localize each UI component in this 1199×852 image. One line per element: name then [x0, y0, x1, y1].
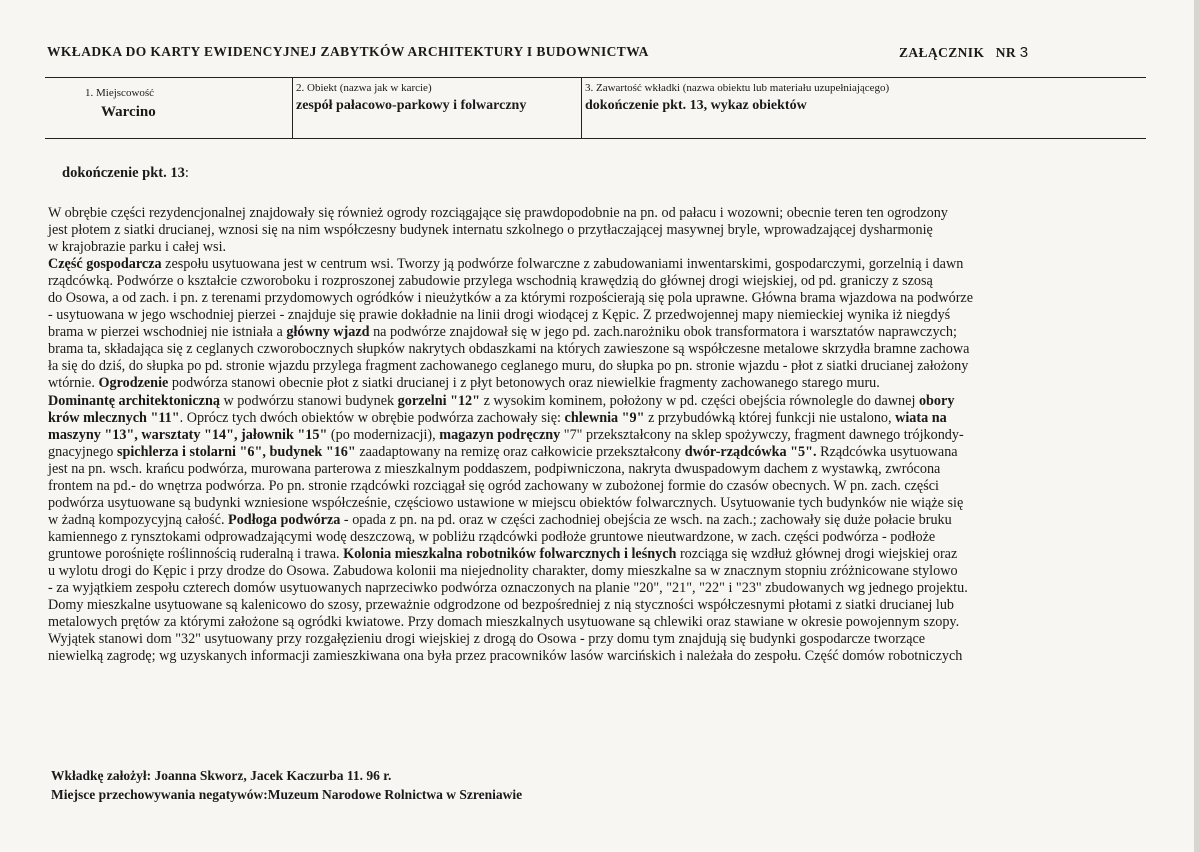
text-line	[48, 222, 1140, 239]
text-line	[48, 546, 1140, 563]
text-segment: z wysokim kominem, położony w pd. części obejścia równolegle do dawnej	[480, 392, 919, 409]
text-segment: zespołu usytuowana jest w centrum wsi. Tworzy ją podwórze folwarczne z zabudowaniami inwentarskimi, gospodarczymi, gorzelnią i dawn	[161, 256, 964, 273]
text-line	[48, 393, 1140, 410]
bold-text-segment: Dominantę architektoniczną	[48, 392, 220, 409]
section-heading	[62, 165, 189, 182]
text-segment: w podwórzu stanowi budynek	[219, 392, 398, 409]
body-text	[48, 205, 1140, 665]
text-line	[48, 444, 1140, 461]
form-column-divider	[581, 78, 582, 138]
text-segment: jest na pn. wsch. krańcu podwórza, murowana parterowa z mieszkalnym poddaszem, podpiwniczona, nakryta dwuspadowym dachem z wystawką, zwrócona	[48, 460, 941, 477]
bold-text-segment: dwór-rządcówka "5".	[684, 443, 817, 460]
text-line	[48, 375, 1140, 392]
text-line	[48, 563, 1140, 580]
bold-text-segment: Podłoga podwórza	[228, 511, 341, 528]
text-segment: - usytuowana w jego wschodniej pierzei - znajduje się prawie dokładnie na linii drogi wiodącej z Kępic. Z przedwojennej mapy niemieckiej wynika iż niegdyś	[48, 307, 951, 324]
text-line	[48, 410, 1140, 427]
bold-text-segment: gorzelni "12"	[397, 392, 481, 409]
text-line	[48, 290, 1140, 307]
text-line	[48, 648, 1140, 665]
text-segment: Wyjątek stanowi dom "32" usytuowany przy rozgałęzieniu drogi wiejskiej z drogą do Osowa - przy domu tym znajdują się budynki gospodarcze tworzące	[48, 631, 926, 648]
text-segment: brama ta, składająca się z ceglanych czworobocznych słupków nakrytych obdaszkami na których zawieszone są współczesne metalowe skrzydła bramne zachowa	[48, 341, 970, 358]
bold-text-segment: obory	[918, 392, 955, 409]
section-heading-text: dokończenie pkt. 13	[62, 165, 185, 181]
text-segment: w żadną kompozycyjną całość.	[48, 511, 229, 528]
text-line	[48, 512, 1140, 529]
section-heading-colon: :	[184, 165, 189, 181]
text-segment: gnacyjnego	[48, 443, 117, 460]
text-segment: Rządcówka usytuowana	[816, 443, 958, 460]
annex-number: 3	[1019, 44, 1029, 61]
form-column-divider	[292, 78, 293, 138]
text-segment: (po modernizacji),	[327, 426, 440, 443]
bold-text-segment: maszyny "13", warsztaty "14", jałownik "15"	[48, 426, 328, 443]
bold-text-segment: chlewnia "9"	[564, 409, 645, 426]
scan-edge	[1194, 0, 1199, 852]
bold-text-segment: wiata na	[895, 409, 947, 426]
form-bottom-rule	[45, 138, 1146, 139]
annex-label	[899, 44, 1029, 61]
footer-negatives-location: Miejsce przechowywania negatywów:Muzeum Narodowe Rolnictwa w Szreniawie	[51, 787, 523, 802]
text-line	[48, 307, 1140, 324]
text-line	[48, 273, 1140, 290]
bold-text-segment: główny wjazd	[286, 324, 370, 341]
text-segment: jest płotem z siatki drucianej, wznosi się na nim współczesny budynek internatu szkolnego o przytłaczającej masywnej bryle, wprowadzającej dysharmonię	[48, 222, 933, 239]
text-segment: brama w pierzei wschodniej nie istniała a	[48, 324, 287, 341]
content-value: dokończenie pkt. 13, wykaz obiektów	[585, 98, 807, 113]
text-segment: W obrębie części rezydencjonalnej znajdowały się również ogrody rozciągające się prawdopodobnie na pn. od pałacu i wozowni; obecnie teren ten ogrodzony	[48, 205, 948, 221]
text-line	[48, 614, 1140, 631]
text-segment: gruntowe porośnięte roślinnością ruderalną i trawa.	[48, 545, 344, 562]
text-segment: podwórza usytuowane są budynki wzniesione współcześnie, częściowo ustawione w miejscu obiektów folwarcznych. Usytuowanie tych budynków nie wiąże się	[48, 494, 964, 511]
text-line	[48, 256, 1140, 273]
bold-text-segment: krów mlecznych "11"	[48, 409, 180, 426]
annex-word: ZAŁĄCZNIK	[899, 45, 985, 60]
text-line	[48, 495, 1140, 512]
text-segment: . Oprócz tych dwóch obiektów w obrębie podwórza zachowały się:	[179, 409, 565, 426]
text-line	[48, 427, 1140, 444]
text-line	[48, 580, 1140, 597]
text-segment: - opada z pn. na pd. oraz w części zachodniej obejścia ze wsch. na zach.; zachowały się duże połacie bruku	[340, 511, 952, 528]
text-segment: niewielką zagrodę; wg uzyskanych informacji zamieszkiwana ona była przez pracowników lasów warcińskich i należała do zespołu. Część domów robotniczych	[48, 648, 963, 665]
text-segment: z przybudówką której funkcji nie ustalono,	[644, 409, 896, 426]
text-segment: rządcówką. Podwórze o kształcie czworoboku i rozproszonej zabudowie przylega wschodnią krawędzią do głównej drogi wiejskiej, od pd. graniczy z szosą	[48, 273, 933, 290]
text-segment: na podwórze znajdował się w jego pd. zach.narożniku obok transformatora i warsztatów naprawczych;	[369, 324, 957, 341]
annex-nr: NR	[995, 45, 1017, 60]
text-segment: rozciąga się wzdłuż głównej drogi wiejskiej oraz	[676, 545, 958, 562]
text-segment: frontem na pd.- do wnętrza podwórza. Po pn. stronie rządcówki rozciągał się ogród zachowany w zubożonej formie do czasów obecnych. W pn. zach. części	[48, 477, 939, 494]
locality-label: 1. Miejscowość	[85, 87, 155, 99]
text-line	[48, 597, 1140, 614]
text-line	[48, 478, 1140, 495]
text-segment: do Osowa, a od zach. i pn. z terenami przydomowych ogródków i nieużytków a za którymi rozpościerają się pola uprawne. Główna brama wjazdowa na podwórze	[48, 290, 974, 307]
object-label: 2. Obiekt (nazwa jak w karcie)	[296, 82, 432, 94]
text-segment: ła się do dziś, do słupka po pd. stronie wjazdu przylega fragment zachowanego ceglanego muru, do słupka po pn. stronie wjazdu - płot z siatki drucianej założony	[48, 358, 969, 375]
text-line	[48, 324, 1140, 341]
document-title: WKŁADKA DO KARTY EWIDENCYJNEJ ZABYTKÓW ARCHITEKTURY I BUDOWNICTWA	[47, 44, 649, 59]
footer-created-by: Wkładkę założył: Joanna Skworz, Jacek Kaczurba 11. 96 r.	[51, 768, 392, 783]
bold-text-segment: magazyn podręczny	[439, 426, 561, 443]
bold-text-segment: Część gospodarcza	[48, 256, 162, 273]
text-segment: zaadaptowany na remizę oraz całkowicie przekształcony	[355, 443, 685, 460]
object-value: zespół pałacowo-parkowy i folwarczny	[296, 98, 527, 113]
text-line	[48, 631, 1140, 648]
text-line	[48, 461, 1140, 478]
text-line	[48, 529, 1140, 546]
text-segment: - za wyjątkiem zespołu czterech domów usytuowanych naprzeciwko podwórza oznaczonych na planie "20", "21", "22" i "23" zbudowanych wg jednego projektu.	[48, 580, 968, 597]
text-segment: Domy mieszkalne usytuowane są kalenicowo do szosy, przeważnie odgrodzone od bezpośredniej z nią styczności współczesnymi płotami z siatki drucianej lub	[48, 597, 955, 614]
content-label: 3. Zawartość wkładki (nazwa obiektu lub materiału uzupełniającego)	[585, 82, 890, 94]
text-segment: kamiennego z rynsztokami odprowadzającymi wodę deszczową, w pobliżu rządcówki podłoże gruntowe nieutwardzone, w zach. części podwórza - podłoże	[48, 528, 936, 545]
form-top-rule	[45, 77, 1146, 78]
text-segment: w krajobrazie parku i całej wsi.	[48, 239, 227, 256]
text-segment: metalowych prętów za którymi założone są ogródki kwiatowe. Przy domach mieszkalnych usytuowane są chlewiki oraz stawiane w okresie powojennym szopy.	[48, 614, 960, 631]
bold-text-segment: Ogrodzenie	[98, 375, 169, 392]
text-segment: u wylotu drogi do Kępic i przy drodze do Osowa. Zabudowa kolonii ma niejednolity charakter, domy mieszkalne sa w znacznym stopniu zróżnicowane stylowo	[48, 562, 958, 579]
text-line	[48, 239, 1140, 256]
text-segment: "7" przekształcony na sklep spożywczy, fragment dawnego trójkondy-	[560, 426, 964, 443]
bold-text-segment: spichlerza i stolarni "6", budynek "16"	[116, 443, 356, 460]
locality-value: Warcino	[101, 104, 156, 120]
bold-text-segment: Kolonia mieszkalna robotników folwarcznych i leśnych	[343, 545, 677, 562]
text-segment: wtórnie.	[48, 375, 99, 392]
text-segment: podwórza stanowi obecnie płot z siatki drucianej i z płyt betonowych oraz niewielkie fragmenty zachowanego starego muru.	[168, 375, 880, 392]
text-line	[48, 358, 1140, 375]
text-line	[48, 205, 1140, 222]
text-line	[48, 341, 1140, 358]
